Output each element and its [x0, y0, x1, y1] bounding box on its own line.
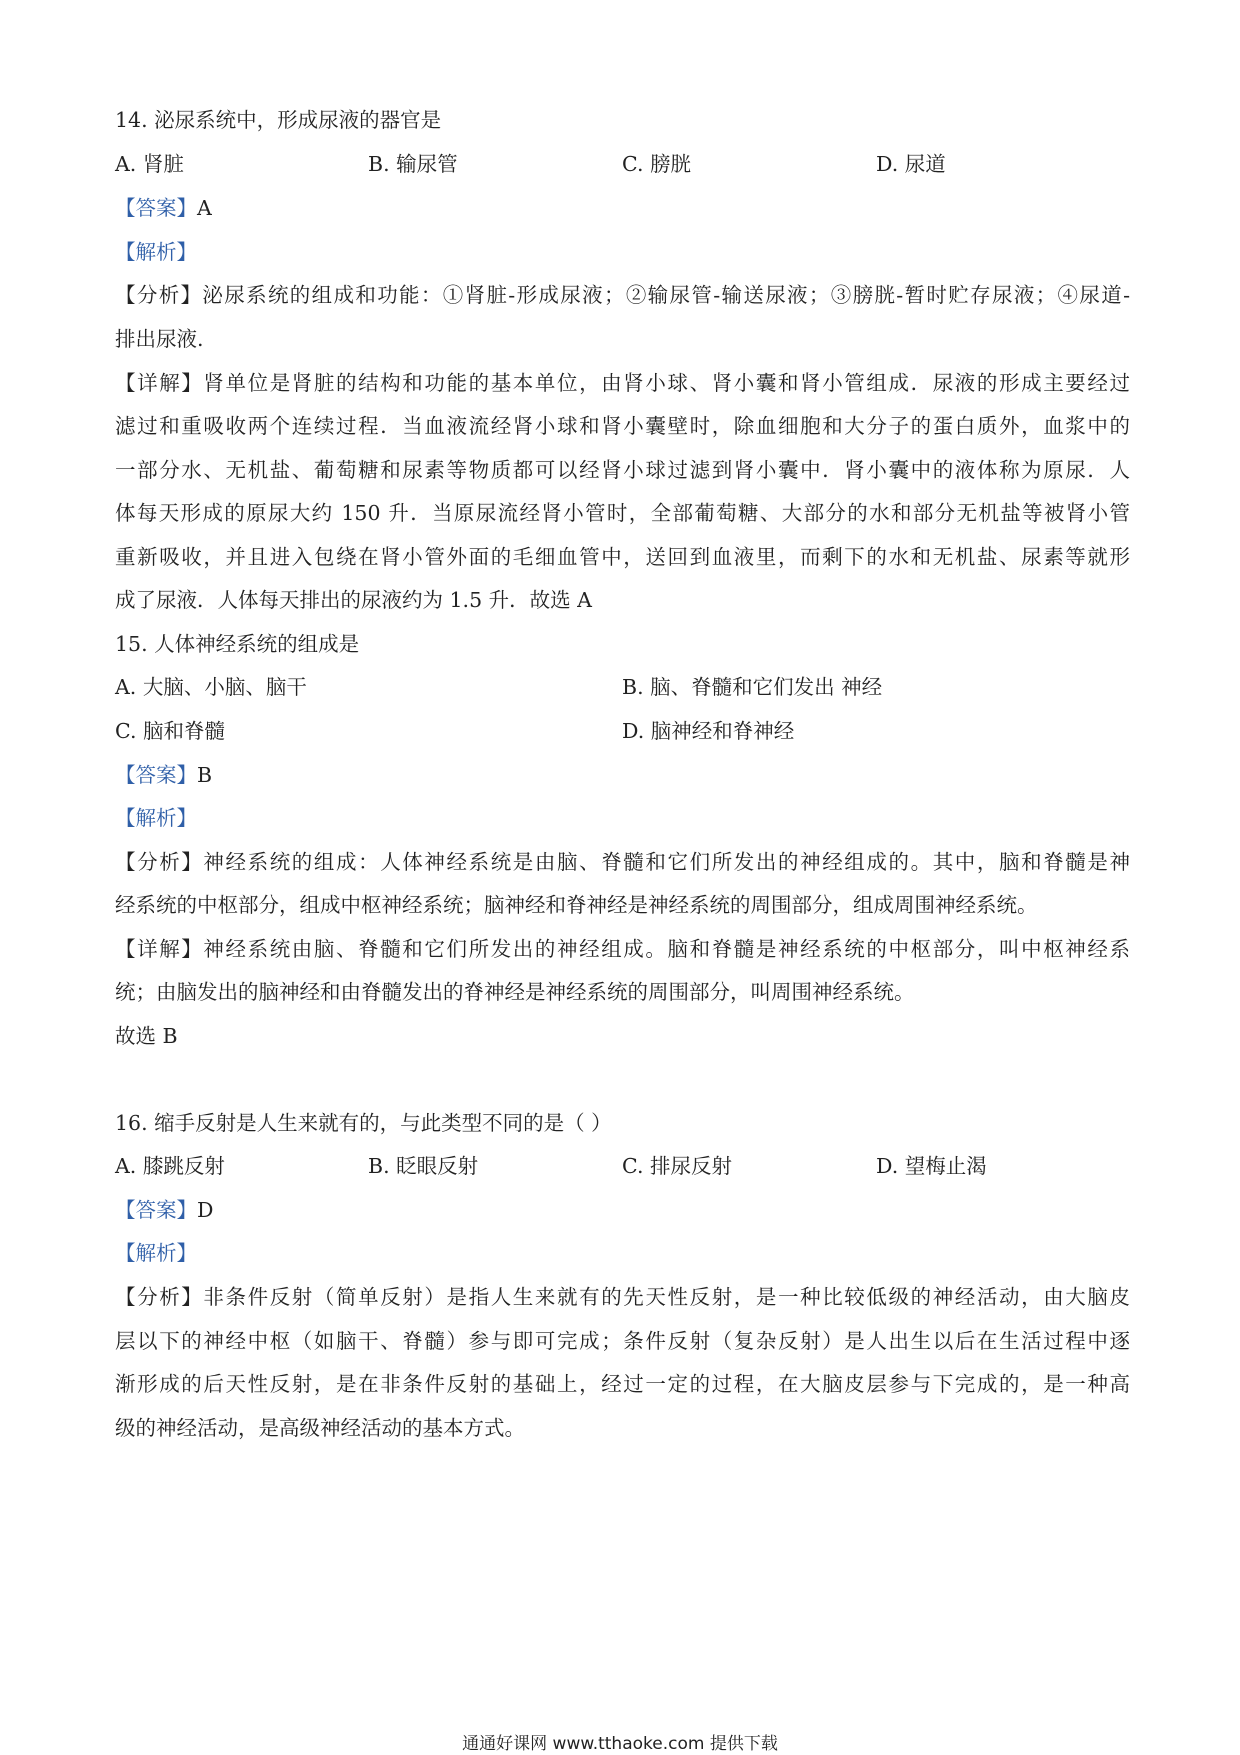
q15-fenxi-line-2: 经系统的中枢部分，组成中枢神经系统；脑神经和脊神经是神经系统的周围部分，组成周围神经系统。	[115, 893, 1038, 917]
q16-fenxi-line-3: 渐形成的后天性反射，是在非条件反射的基础上，经过一定的过程，在大脑皮层参与下完成的，是一种高	[115, 1372, 1130, 1396]
q15-stem: 15. 人体神经系统的组成是	[115, 632, 360, 656]
fenxi-tag: 【分析】	[115, 283, 203, 307]
q16-answer	[115, 1196, 1130, 1224]
q15-option-a: A. 大脑、小脑、脑干	[115, 675, 307, 699]
q15-fenxi-line-1	[115, 848, 1130, 876]
xiangjie-text: 肾单位是肾脏的结构和功能的基本单位，由肾小球、肾小囊和肾小管组成．尿液的形成主要经过	[203, 371, 1131, 395]
q16-fenxi-line-4: 级的神经活动，是高级神经活动的基本方式。	[115, 1416, 525, 1440]
q16-option-c: C. 排尿反射	[622, 1154, 732, 1178]
xiangjie-tag: 【详解】	[115, 937, 204, 961]
q14-xiangjie-line-5: 重新吸收，并且进入包绕在肾小管外面的毛细血管中，送回到血液里，而剩下的水和无机盐、尿素等就形	[115, 545, 1130, 569]
q16-fenxi-line-1	[115, 1283, 1130, 1311]
q16-stem: 16. 缩手反射是人生来就有的，与此类型不同的是（ ）	[115, 1111, 612, 1135]
q14-xiangjie-line-3: 一部分水、无机盐、葡萄糖和尿素等物质都可以经肾小球过滤到肾小囊中．肾小囊中的液体称为原尿．人	[115, 458, 1130, 482]
xiangjie-text: 神经系统由脑、脊髓和它们所发出的神经组成。脑和脊髓是神经系统的中枢部分，叫中枢神经系	[203, 937, 1131, 961]
fenxi-tag: 【分析】	[115, 850, 204, 874]
q14-fenxi-line-1	[115, 281, 1130, 309]
q14-xiangjie-line-6: 成了尿液．人体每天排出的尿液约为 1.5 升．故选 A	[115, 588, 592, 612]
answer-value: D	[197, 1198, 214, 1222]
q14-stem: 14. 泌尿系统中，形成尿液的器官是	[115, 108, 442, 132]
q14-analysis-tag: 【解析】	[115, 240, 197, 264]
fenxi-text: 泌尿系统的组成和功能：①肾脏-形成尿液；②输尿管-输送尿液；③膀胱-暂时贮存尿液；④尿道-	[202, 283, 1130, 307]
q15-answer	[115, 761, 1130, 789]
answer-tag: 【答案】	[115, 763, 197, 787]
q16-option-b: B. 眨眼反射	[368, 1154, 479, 1178]
q14-option-d: D. 尿道	[876, 152, 946, 176]
q15-xiangjie-line-2: 统；由脑发出的脑神经和由脊髓发出的脊神经是神经系统的周围部分，叫周围神经系统。	[115, 980, 915, 1004]
q16-analysis-tag: 【解析】	[115, 1241, 197, 1265]
answer-tag: 【答案】	[115, 1198, 197, 1222]
q14-option-b: B. 输尿管	[368, 152, 458, 176]
q16-option-d: D. 望梅止渴	[876, 1154, 987, 1178]
fenxi-text: 神经系统的组成：人体神经系统是由脑、脊髓和它们所发出的神经组成的。其中，脑和脊髓是神	[203, 850, 1131, 874]
q15-option-b: B. 脑、脊髓和它们发出 神经	[622, 675, 883, 699]
answer-tag: 【答案】	[115, 196, 197, 220]
page-footer: 通通好课网 www.tthaoke.com 提供下载	[462, 1734, 778, 1754]
q15-analysis-tag: 【解析】	[115, 806, 197, 830]
xiangjie-tag: 【详解】	[115, 371, 204, 395]
q14-fenxi-line-2: 排出尿液.	[115, 327, 204, 351]
q16-fenxi-line-2: 层以下的神经中枢（如脑干、脊髓）参与即可完成；条件反射（复杂反射）是人出生以后在生活过程中逐	[115, 1329, 1130, 1353]
fenxi-text: 非条件反射（简单反射）是指人生来就有的先天性反射，是一种比较低级的神经活动，由大脑皮	[203, 1285, 1131, 1309]
q15-option-d: D. 脑神经和脊神经	[622, 719, 795, 743]
q15-xiangjie-line-1	[115, 935, 1130, 963]
fenxi-tag: 【分析】	[115, 1285, 204, 1309]
answer-value: B	[197, 763, 213, 787]
q14-xiangjie-line-1	[115, 369, 1130, 397]
q16-option-a: A. 膝跳反射	[115, 1154, 225, 1178]
q14-xiangjie-line-4: 体每天形成的原尿大约 150 升．当原尿流经肾小管时，全部葡萄糖、大部分的水和部分无机盐等被肾小管	[115, 501, 1130, 525]
answer-value: A	[197, 196, 212, 220]
q15-option-c: C. 脑和脊髓	[115, 719, 225, 743]
q14-option-c: C. 膀胱	[622, 152, 691, 176]
q14-answer	[115, 194, 1130, 222]
q14-xiangjie-line-2: 滤过和重吸收两个连续过程．当血液流经肾小球和肾小囊壁时，除血细胞和大分子的蛋白质外，血浆中的	[115, 414, 1130, 438]
q15-conclusion: 故选 B	[115, 1024, 178, 1048]
q14-option-a: A. 肾脏	[115, 152, 184, 176]
